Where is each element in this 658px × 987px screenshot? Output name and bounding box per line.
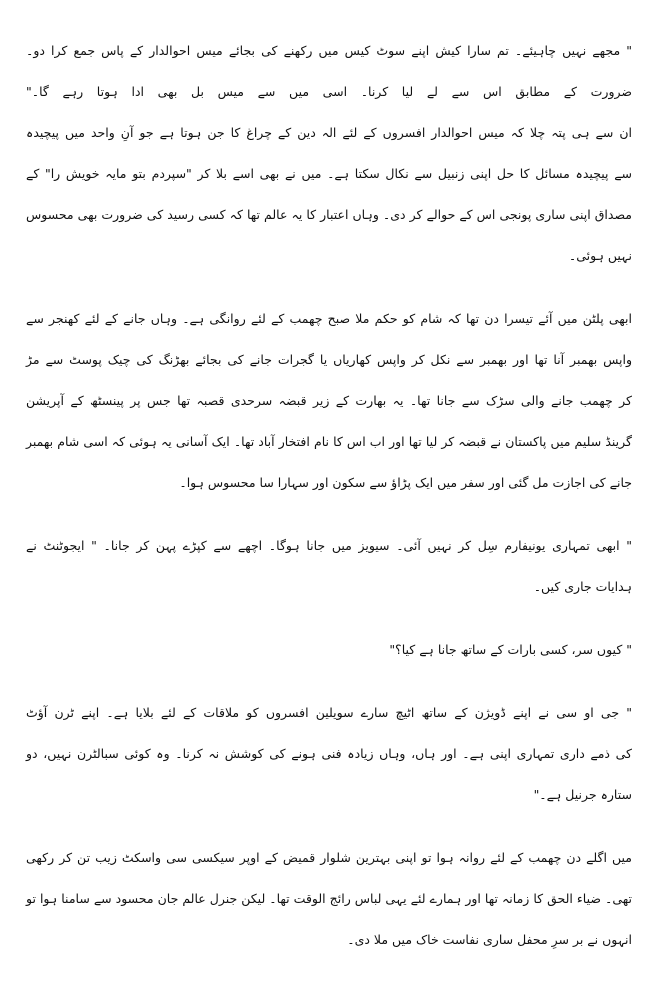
text-line: " ابھی تمہاری یونیفارم سِل کر نہیں آئی۔ سیویز میں جانا ہوگا۔ اچھے سے کپڑے پہن کر جانا۔ " ایجوٹنٹ نے (26, 538, 632, 553)
text-line: نہیں ہوئی۔ (568, 248, 632, 263)
paragraph (26, 525, 632, 607)
text-line: ہدایات جاری کیں۔ (533, 579, 632, 594)
text-line: " مجھے نہیں چاہیئے۔ تم سارا کیش اپنے سوٹ کیس میں رکھنے کی بجائے میس احوالدار کے پاس جمع کرا دو۔ (26, 43, 632, 58)
paragraph (26, 692, 632, 815)
text-line: ستارہ جرنیل ہے۔" (533, 787, 632, 802)
text-line: ضرورت کے مطابق اس سے لے لیا کرنا۔ اسی میں سے میس بل بھی ادا ہوتا رہے گا۔" (26, 84, 632, 99)
text-line: مصداق اپنی ساری پونجی اس کے حوالے کر دی۔ وہاں اعتبار کا یہ عالم تھا کہ کسی رسید کی ضرورت بھی محسوس (26, 207, 632, 222)
text-line: گرینڈ سلیم میں پاکستان نے قبضہ کر لیا تھا اور اب اس کا نام افتخار آباد تھا۔ ایک آسانی یہ ہوئی کہ اسی شام بھمبر (26, 434, 632, 449)
text-line: ابھی پلٹن میں آئے تیسرا دن تھا کہ شام کو حکم ملا صبح چھمب کے لئے روانگی ہے۔ وہاں جانے کے لئے کھنجر سے (26, 311, 632, 326)
text-line: میں اگلے دن چھمب کے لئے روانہ ہوا تو اپنی بہترین شلوار قمیض کے اوپر سیکسی سی واسکٹ زیب تن کر رکھی (26, 850, 632, 865)
text-line: تھی۔ ضیاء الحق کا زمانہ تھا اور ہمارے لئے یہی لباس رائج الوقت تھا۔ لیکن جنرل عالم جان محسود سے سامنا ہوا تو (26, 891, 632, 906)
paragraph (26, 298, 632, 503)
text-line: " جی او سی نے اپنے ڈویژن کے ساتھ اٹیچ سارے سویلین افسروں کو ملاقات کے لئے بلایا ہے۔ اپنے ٹرن آؤٹ (26, 705, 632, 720)
text-line: " کیوں سر، کسی بارات کے ساتھ جانا ہے کیا؟" (389, 642, 632, 657)
text-line: سے پیچیدہ مسائل کا حل اپنی زنبیل سے نکال سکتا ہے۔ میں نے بھی اسے بلا کر "سپردم بتو مایہ خویش را" کے (26, 166, 632, 181)
text-line: کی ذمے داری تمہاری اپنی ہے۔ اور ہاں، وہاں زیادہ فنی ہونے کی کوشش نہ کرنا۔ وہ کوئی سبالٹرن نہیں، دو (26, 746, 632, 761)
document-page (26, 30, 632, 982)
paragraph (26, 30, 632, 276)
text-line: جانے کی اجازت مل گئی اور سفر میں ایک پڑاؤ سے سکون اور سہارا سا محسوس ہوا۔ (179, 475, 632, 490)
text-line: کر چھمب جانے والی سڑک سے جانا تھا۔ یہ بھارت کے زیر قبضہ سرحدی قصبہ تھا جس پر پینسٹھ کے آپریشن (26, 393, 632, 408)
paragraph (26, 629, 632, 670)
paragraph (26, 837, 632, 960)
text-line: انہوں نے بر سرِ محفل ساری نفاست خاک میں ملا دی۔ (347, 932, 632, 947)
text-line: ان سے ہی پتہ چلا کہ میس احوالدار افسروں کے لئے الہ دین کے چراغ کا جن ہوتا ہے جو آنِ واحد میں پیچیدہ (26, 125, 632, 140)
text-line: واپس بھمبر آنا تھا اور بھمبر سے نکل کر واپس کھاریاں یا گجرات جانے کی بجائے بھڑنگ کی چیک پوسٹ سے مڑ (26, 352, 632, 367)
